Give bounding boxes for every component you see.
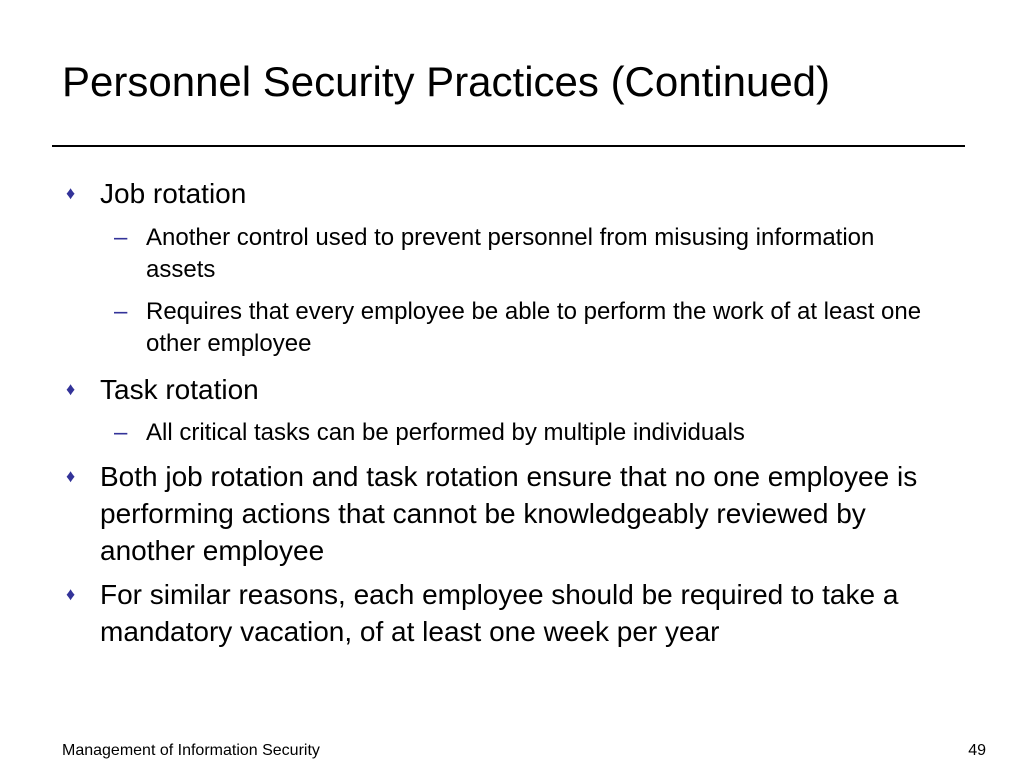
sub-bullet-item: Another control used to prevent personnel from misusing information assets <box>146 224 875 283</box>
diamond-bullet-icon: ♦ <box>66 466 76 486</box>
dash-bullet-icon: – <box>114 419 128 446</box>
diamond-bullet-icon: ♦ <box>66 379 76 399</box>
bullet-item: Job rotation <box>100 178 247 209</box>
sub-bullet-item: Requires that every employee be able to perform the work of at least one other employee <box>146 298 922 357</box>
page-number: 49 <box>968 742 986 759</box>
sub-bullet-item: All critical tasks can be performed by multiple individuals <box>146 419 745 446</box>
slide-title: Personnel Security Practices (Continued) <box>62 58 831 105</box>
bullet-item: Both job rotation and task rotation ensure that no one employee is performing actions that cannot be knowledgeably reviewed by another employee <box>100 461 918 566</box>
bullet-item: For similar reasons, each employee should be required to take a mandatory vacation, of at least one week per year <box>100 579 899 647</box>
title-divider <box>52 145 965 147</box>
bullet-item: Task rotation <box>100 374 259 405</box>
diamond-bullet-icon: ♦ <box>66 183 76 203</box>
dash-bullet-icon: – <box>114 298 128 325</box>
diamond-bullet-icon: ♦ <box>66 584 76 604</box>
footer-title: Management of Information Security <box>62 742 320 759</box>
dash-bullet-icon: – <box>114 224 128 251</box>
